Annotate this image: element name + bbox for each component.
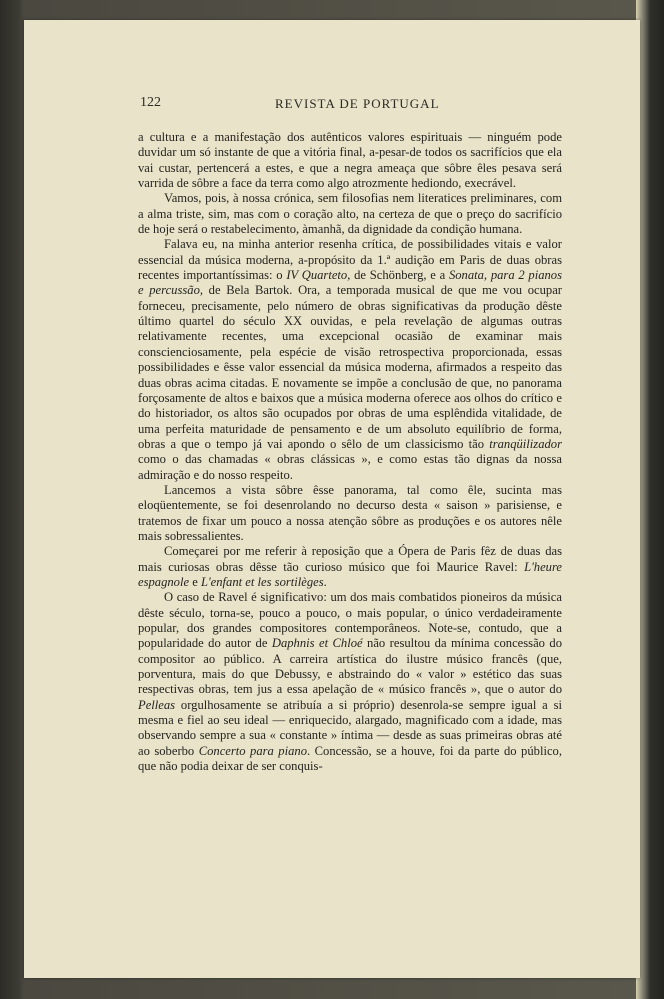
paragraph-5-text-1: Começarei por me referir à reposição que a Ópera de Paris fêz de duas das mais curiosas obras dêsse tão curioso músico que foi Maurice Ravel: xyxy=(138,544,562,574)
paragraph-2: Vamos, pois, à nossa crónica, sem filosofias nem literatices preliminares, com a alma triste, sim, mas com o coração alto, na certeza de que o preço do sacrifício de hoje será o restabelecimento, àmanhã, da dignidade da condição humana. xyxy=(138,191,562,237)
paragraph-4: Lancemos a vista sôbre êsse panorama, tal como êle, sucinta mas eloqüentemente, se foi desenrolando no decurso desta « saison » parisiense, e tratemos de fixar um pouco a nossa atenção sôbre as produções e os autores nêle mais sobressalientes. xyxy=(138,482,562,543)
adjacent-page-edge xyxy=(636,0,664,999)
paragraph-6-text-4: . Concessão, se a houve, foi da parte do público, que não podia deixar de ser conquis- xyxy=(138,743,562,774)
work-title-pelleas: Pelleas xyxy=(138,697,176,712)
emphasis-tranquilizador: tranqüilizador xyxy=(489,436,562,451)
work-title-concerto: Concerto para piano xyxy=(198,743,307,758)
body-text xyxy=(138,130,562,774)
paragraph-6-text-1: O caso de Ravel é significativo: um dos mais combatidos pioneiros da música dêste século, torna-se, pouco a pouco, o mais popular, o único verdadeiramente popular, dos grandes compositores contemporâneos. Note-se, contudo, que a popularidade do autor de xyxy=(138,590,562,651)
paragraph-5 xyxy=(138,544,562,590)
paragraph-3-text-2: de Schönberg, e a xyxy=(350,268,449,283)
paragraph-3-text-4: como o das chamadas « obras clássicas », e como estas tão dignas da nossa admiração e do nosso respeito. xyxy=(138,452,562,482)
work-title-lenfant: L'enfant et les sortilèges xyxy=(200,574,324,589)
paragraph-5-text-2: e xyxy=(189,574,201,589)
paragraph-6-text-3: orgulhosamente se atribuía a si próprio) desenrola-se sempre igual a si mesma e fiel ao seu ideal — enriquecido, alargado, magnificado com a idade, mas observando sempre a sua « constante » íntima — desde as suas primeiras obras até ao soberbo xyxy=(138,697,562,758)
paragraph-3 xyxy=(138,237,562,483)
work-title-sonata: Sonata, para 2 pianos e percussão, xyxy=(138,268,562,298)
running-head: REVISTA DE PORTUGAL xyxy=(275,96,440,111)
paragraph-1: a cultura e a manifestação dos autênticos valores espirituais — ninguém pode duvidar um só instante de que a vitória final, a-pesar-de todos os sacrifícios que ela vai custar, pertencerá a estes, e que a negra ameaça que sôbre êles pesava será varrida de sôbre a face da terra como algo atrozmente hediondo, execrável. xyxy=(138,130,562,191)
work-title-iv-quarteto: IV Quarteto, xyxy=(286,268,351,283)
work-title-lheure-espagnole: L'heure espagnole xyxy=(138,559,562,589)
work-title-daphnis: Daphnis et Chloé xyxy=(271,636,363,651)
paragraph-3-text-3: de Bela Bartok. Ora, a temporada musical de que me vou ocupar forneceu, precisamente, pelo número de obras significativas da produção dêste último quartel do século XX ouvidas, e pela revelação de algumas outras relativamente recentes, uma excepcional ocasião de examinar mais conscienciosamente, pela espécie de visão retrospectiva proporcionada, essas possibilidades e êsse valor essencial da música moderna, afirmados a respeito das duas obras acima citadas. E novamente se impõe a conclusão de que, no panorama forçosamente de altos e baixos que a música moderna oferece aos olhos do crítico e do historiador, os altos são ocupados por obras de uma esplêndida vitalidade, de uma perfeita maturidade de pensamento e de um absoluto equilíbrio de forma, obras a que o tempo já vai apondo o sêlo de um classicismo tão xyxy=(138,283,562,451)
paragraph-6 xyxy=(138,590,562,774)
paragraph-5-text-3: . xyxy=(323,574,327,589)
paragraph-6-text-2: não resultou da mínima concessão do compositor ao público. A carreira artística do ilustre músico francês (que, porventura, mais do que Debussy, e abstraindo do « valor » estético das suas respectivas obras, tem jus a essa apelação de « músico francês », que o autor do xyxy=(138,636,562,697)
page-number: 122 xyxy=(140,95,161,110)
paragraph-3-text-1: Falava eu, na minha anterior resenha crítica, de possibilidades vitais e valor essencial da música moderna, a-propósito da 1.ª audição em Paris de duas obras recentes importantíssimas: o xyxy=(138,237,562,283)
